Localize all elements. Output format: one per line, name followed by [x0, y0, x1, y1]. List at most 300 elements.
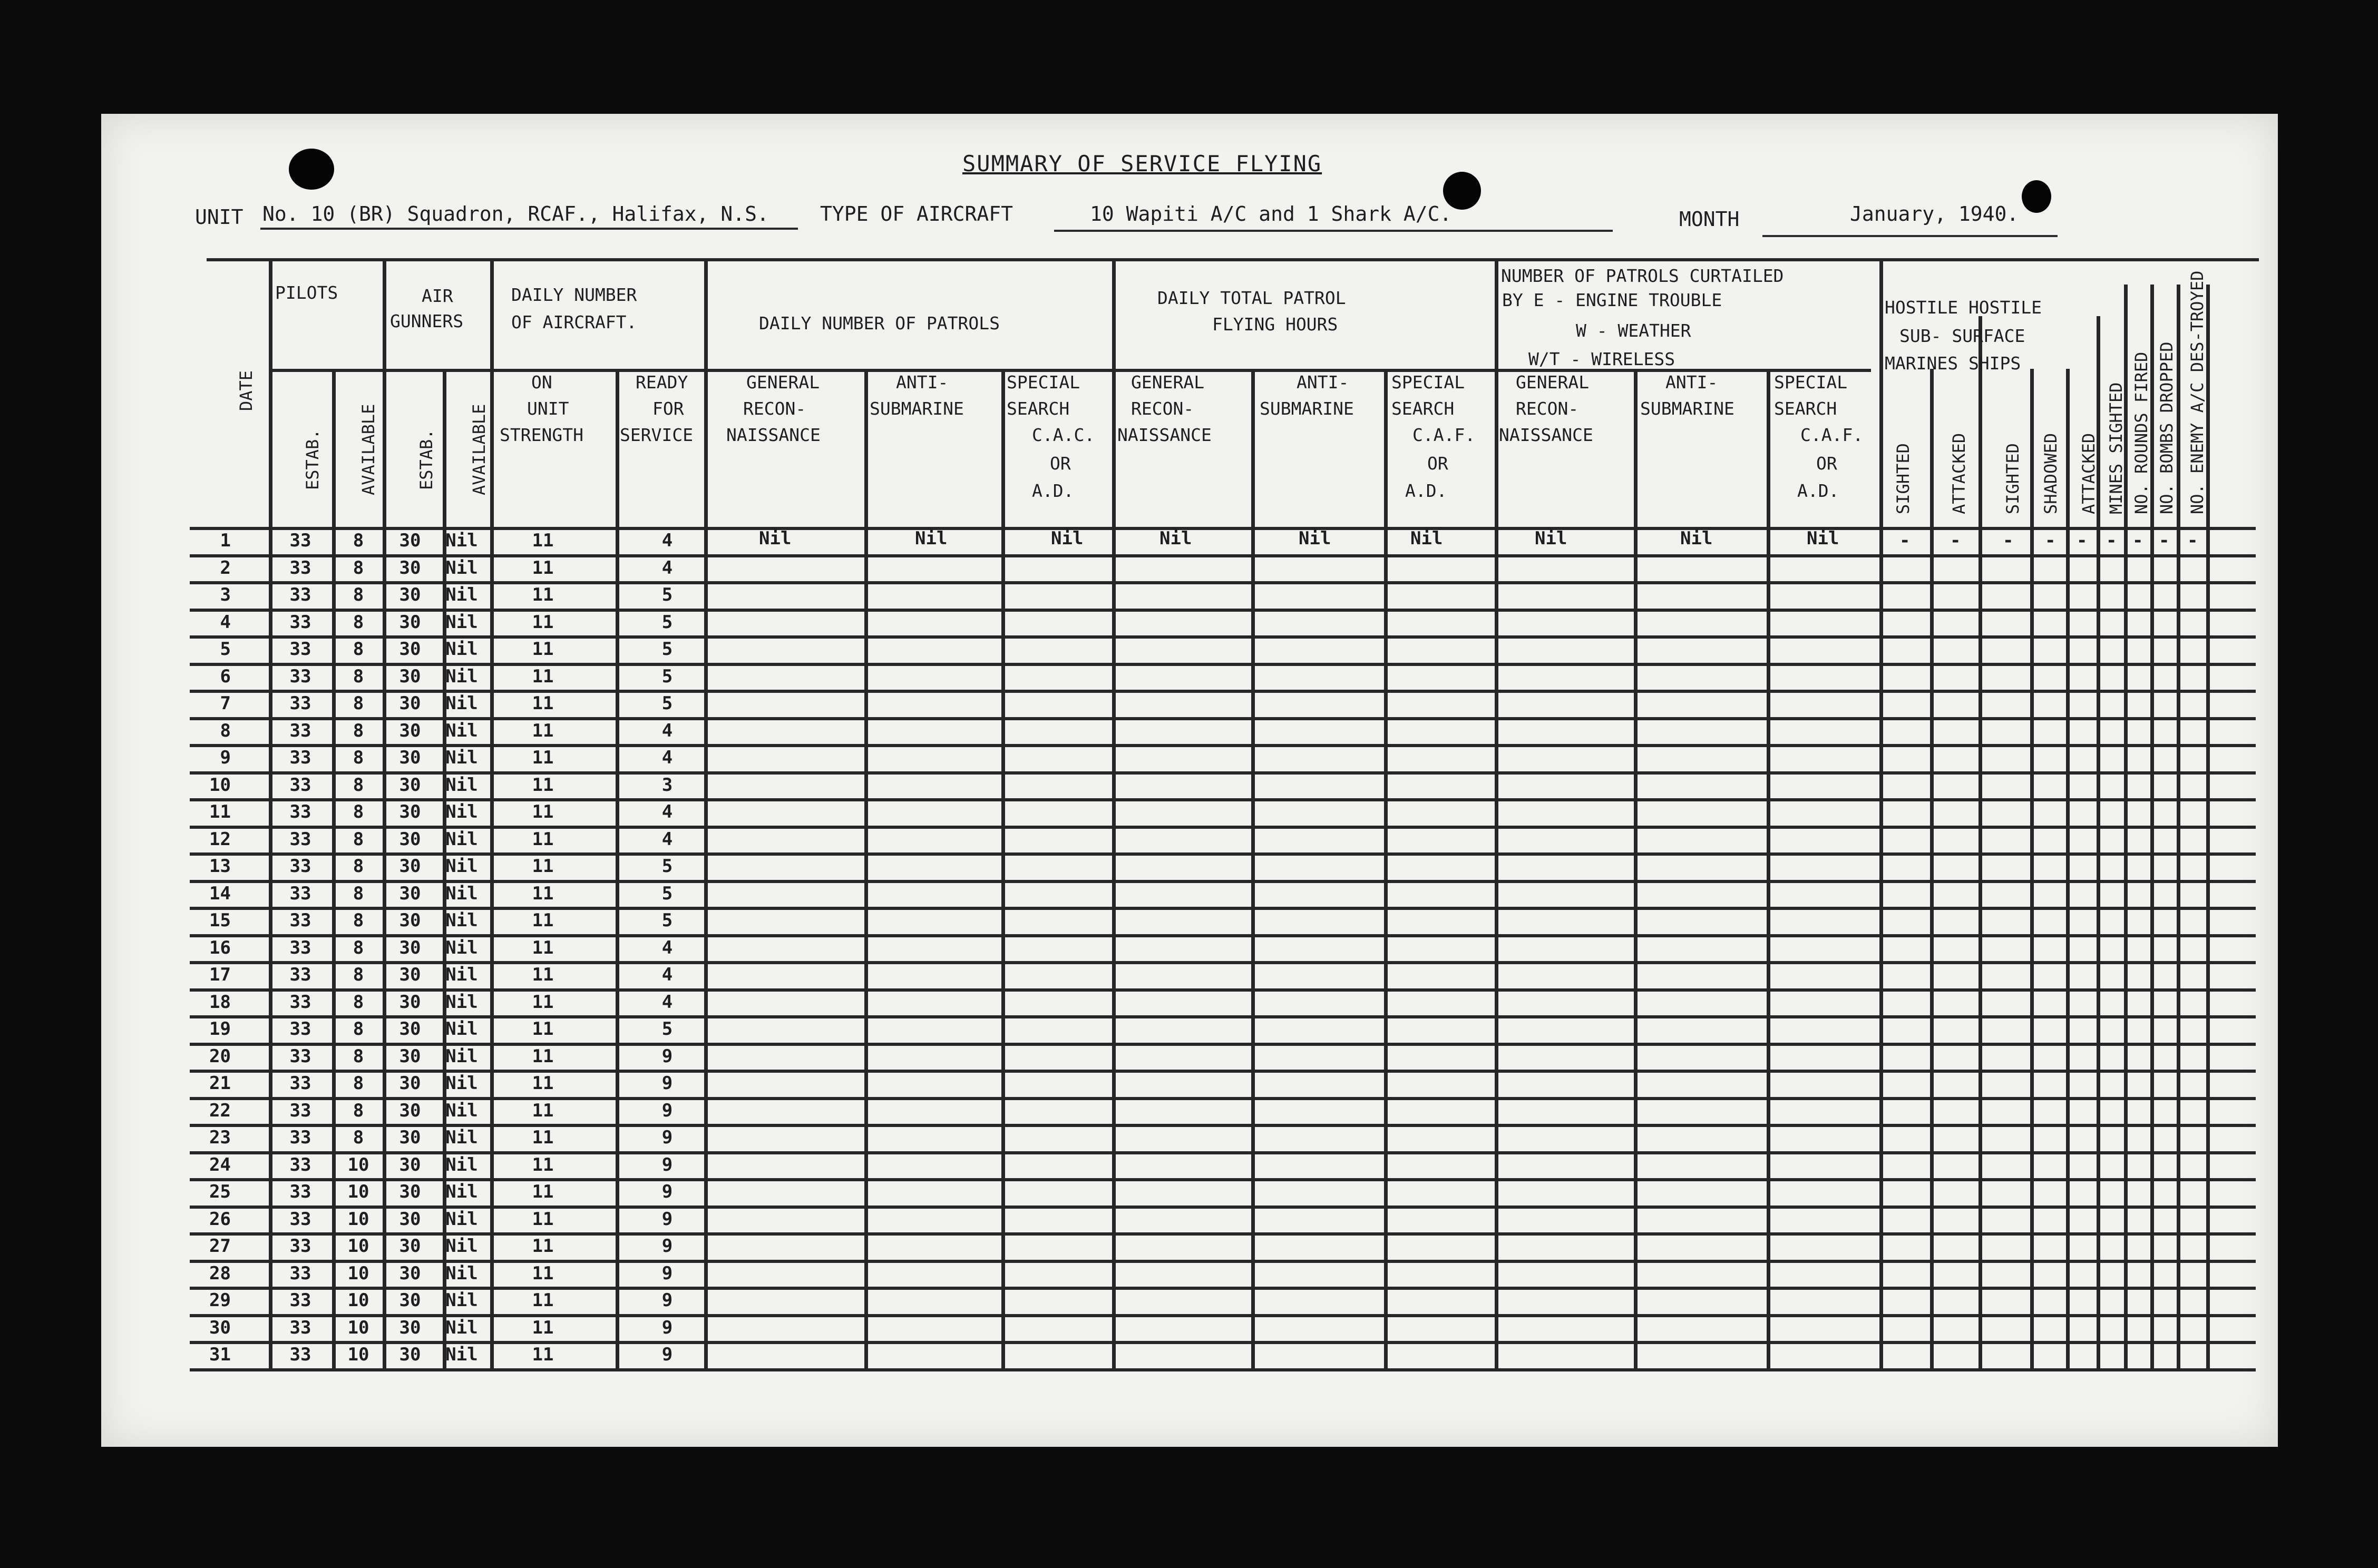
column-divider-line: [616, 369, 619, 1368]
pilots-available-cell: 8: [353, 1045, 364, 1067]
gunners-estab-cell: 30: [399, 720, 421, 741]
ready-for-service-cell: 5: [661, 639, 673, 660]
gunners-estab-cell: 30: [399, 1181, 421, 1202]
gunners-available-cell: Nil: [445, 1100, 478, 1121]
gunners-estab-cell: 30: [399, 1290, 421, 1311]
column-divider-line: [1001, 369, 1005, 1368]
on-strength-cell: 11: [532, 693, 554, 714]
gunners-estab-cell: 30: [399, 665, 421, 687]
column-divider-line: [1767, 369, 1770, 1368]
date-cell: 22: [209, 1100, 231, 1121]
row-divider-line: [190, 1341, 2256, 1344]
row1-curtailed-special: Nil: [1807, 528, 1839, 549]
patrols-general-header-1: GENERAL: [746, 372, 820, 393]
pilots-estab-cell: 33: [289, 774, 311, 796]
pilots-estab-cell: 33: [289, 910, 311, 931]
gunners-available-cell: Nil: [445, 856, 478, 877]
patrol-hours-header-line1: DAILY TOTAL PATROL: [1157, 288, 1346, 308]
gunners-estab-cell: 30: [399, 1073, 421, 1094]
pilots-estab-cell: 33: [289, 1127, 311, 1148]
date-cell: 11: [209, 801, 231, 822]
column-divider-line: [704, 258, 708, 1368]
daily-aircraft-header-line2: OF AIRCRAFT.: [511, 312, 637, 332]
row-divider-line: [190, 1070, 2256, 1073]
gunners-available-cell: Nil: [445, 1073, 478, 1094]
air-gunners-header-line2: GUNNERS: [390, 311, 464, 331]
gunners-available-cell: Nil: [445, 964, 478, 985]
on-strength-cell: 11: [532, 1100, 554, 1121]
gunners-estab-cell: 30: [399, 1317, 421, 1338]
date-cell: 18: [209, 991, 231, 1013]
submarines-sighted-header: SIGHTED: [1893, 443, 1913, 514]
gunners-available-cell: Nil: [445, 557, 478, 579]
column-divider-line: [1251, 369, 1255, 1368]
row1-hostile-dash: -: [2132, 530, 2143, 551]
gunners-estab-cell: 30: [399, 1045, 421, 1067]
curtailed-special-header-2: SEARCH: [1774, 398, 1837, 419]
hours-special-header-2: SEARCH: [1391, 398, 1455, 419]
pilots-available-cell: 8: [353, 584, 364, 605]
unit-underline: [260, 228, 798, 230]
date-cell: 9: [220, 747, 231, 768]
on-strength-cell: 11: [532, 1127, 554, 1148]
column-divider-line: [383, 258, 386, 1368]
gunners-estab-cell: 30: [399, 1236, 421, 1257]
gunners-estab-cell: 30: [399, 910, 421, 931]
row1-patrols-special: Nil: [1051, 528, 1084, 549]
date-cell: 6: [220, 665, 231, 687]
on-strength-cell: 11: [532, 1045, 554, 1067]
pilots-available-cell: 8: [353, 910, 364, 931]
on-strength-cell: 11: [532, 1236, 554, 1257]
pilots-available-cell: 8: [353, 639, 364, 660]
date-cell: 31: [209, 1344, 231, 1365]
gunners-estab-cell: 30: [399, 1127, 421, 1148]
date-cell: 5: [220, 639, 231, 660]
on-strength-cell: 11: [532, 557, 554, 579]
row-divider-line: [190, 581, 2256, 584]
gunners-estab-cell: 30: [399, 856, 421, 877]
pilots-available-cell: 8: [353, 747, 364, 768]
hours-special-header-ad: A.D.: [1405, 481, 1447, 501]
ready-for-service-cell: 9: [661, 1154, 673, 1175]
gunners-estab-cell: 30: [399, 693, 421, 714]
gunners-available-cell: Nil: [445, 774, 478, 796]
on-strength-cell: 11: [532, 1290, 554, 1311]
gunners-available-cell: Nil: [445, 1290, 478, 1311]
date-cell: 26: [209, 1208, 231, 1230]
column-divider-line: [269, 258, 272, 1368]
gunners-available-cell: Nil: [445, 1127, 478, 1148]
gunners-available-cell: Nil: [445, 693, 478, 714]
row1-hostile-dash: -: [2159, 530, 2170, 551]
ready-for-service-cell: 9: [661, 1208, 673, 1230]
date-cell: 10: [209, 774, 231, 796]
row1-curtailed-anti: Nil: [1680, 528, 1713, 549]
gunners-available-cell: Nil: [445, 584, 478, 605]
pilots-estab-cell: 33: [289, 801, 311, 822]
gunners-estab-cell: 30: [399, 639, 421, 660]
date-cell: 27: [209, 1236, 231, 1257]
ready-for-service-cell: 9: [661, 1100, 673, 1121]
on-strength-cell: 11: [532, 774, 554, 796]
ready-for-service-cell: 9: [661, 1317, 673, 1338]
ready-for-service-cell: 4: [661, 747, 673, 768]
ready-header-2: FOR: [652, 398, 684, 419]
gunners-estab-cell: 30: [399, 530, 421, 551]
row-divider-line: [190, 1015, 2256, 1018]
pilots-available-cell: 8: [353, 801, 364, 822]
hostile-header-line3: MARINES SHIPS: [1885, 353, 2021, 374]
pilots-estab-cell: 33: [289, 883, 311, 904]
pilots-estab-cell: 33: [289, 1154, 311, 1175]
gunners-available-cell: Nil: [445, 1344, 478, 1365]
on-strength-cell: 11: [532, 747, 554, 768]
row-divider-line: [190, 1368, 2256, 1371]
row-divider-line: [190, 1260, 2256, 1263]
gunners-estab-cell: 30: [399, 1262, 421, 1284]
gunners-available-cell: Nil: [445, 1236, 478, 1257]
hours-general-header-1: GENERAL: [1131, 372, 1205, 393]
submarines-attacked-header: ATTACKED: [1949, 433, 1969, 514]
on-strength-header-2: UNIT: [527, 398, 569, 419]
date-cell: 28: [209, 1262, 231, 1284]
pilots-available-cell: 8: [353, 828, 364, 850]
gunners-estab-cell: 30: [399, 747, 421, 768]
on-strength-cell: 11: [532, 856, 554, 877]
ready-for-service-cell: 5: [661, 883, 673, 904]
row-divider-line: [190, 907, 2256, 910]
column-divider-line: [1495, 258, 1498, 1368]
gunners-available-cell: Nil: [445, 801, 478, 822]
hours-special-header-caf: C.A.F.: [1412, 425, 1476, 445]
unit-value: No. 10 (BR) Squadron, RCAF., Halifax, N.S.: [262, 202, 769, 226]
pilots-estab-cell: 33: [289, 964, 311, 985]
date-cell: 2: [220, 557, 231, 579]
row-divider-line: [190, 880, 2256, 883]
row-divider-line: [190, 1151, 2256, 1154]
pilots-estab-cell: 33: [289, 720, 311, 741]
pilots-available-cell: 8: [353, 530, 364, 551]
ready-for-service-cell: 5: [661, 910, 673, 931]
pilots-available-cell: 10: [347, 1154, 369, 1175]
ready-for-service-cell: 9: [661, 1181, 673, 1202]
column-header-divider: [190, 527, 2256, 530]
pilots-estab-cell: 33: [289, 639, 311, 660]
row-divider-line: [190, 1097, 2256, 1100]
column-divider-line: [1879, 258, 1883, 1368]
pilots-group-header: PILOTS: [275, 282, 338, 303]
hours-general-header-2: RECON-: [1131, 398, 1194, 419]
pilots-available-cell: 8: [353, 693, 364, 714]
row-divider-line: [190, 961, 2256, 964]
on-strength-cell: 11: [532, 639, 554, 660]
curtailed-header-line1: NUMBER OF PATROLS CURTAILED: [1501, 266, 1784, 286]
month-underline: [1762, 235, 2058, 237]
date-cell: 23: [209, 1127, 231, 1148]
hours-special-header-or: OR: [1427, 453, 1448, 474]
pilots-estab-cell: 33: [289, 1262, 311, 1284]
ready-for-service-cell: 9: [661, 1073, 673, 1094]
column-divider-line: [1930, 369, 1934, 1368]
pilots-available-header: AVAILABLE: [358, 404, 378, 495]
gunners-estab-cell: 30: [399, 801, 421, 822]
pilots-available-cell: 8: [353, 1018, 364, 1040]
pilots-available-cell: 8: [353, 1073, 364, 1094]
gunners-available-cell: Nil: [445, 611, 478, 633]
row1-patrols-general: Nil: [759, 528, 792, 549]
row1-patrols-anti: Nil: [915, 528, 948, 549]
ready-for-service-cell: 3: [661, 774, 673, 796]
on-strength-cell: 11: [532, 937, 554, 958]
column-divider-line: [332, 369, 336, 1368]
date-cell: 1: [220, 530, 231, 551]
pilots-available-cell: 8: [353, 774, 364, 796]
ready-for-service-cell: 9: [661, 1236, 673, 1257]
date-cell: 21: [209, 1073, 231, 1094]
gunners-available-cell: Nil: [445, 1262, 478, 1284]
pilots-estab-cell: 33: [289, 1018, 311, 1040]
row-divider-line: [190, 1287, 2256, 1290]
pilots-estab-cell: 33: [289, 611, 311, 633]
row-divider-line: [190, 717, 2256, 720]
unit-label: UNIT: [195, 205, 243, 229]
row-divider-line: [190, 798, 2256, 801]
pilots-available-cell: 8: [353, 1100, 364, 1121]
date-cell: 19: [209, 1018, 231, 1040]
date-cell: 29: [209, 1290, 231, 1311]
pilots-available-cell: 10: [347, 1290, 369, 1311]
column-divider-line: [490, 258, 494, 1368]
patrols-special-header-ad: A.D.: [1032, 481, 1074, 501]
aircraft-type-label: TYPE OF AIRCRAFT: [820, 202, 1013, 226]
gunners-estab-cell: 30: [399, 1208, 421, 1230]
hours-anti-header-2: SUBMARINE: [1260, 398, 1354, 419]
pilots-available-cell: 8: [353, 964, 364, 985]
pilots-available-cell: 8: [353, 665, 364, 687]
curtailed-general-header-3: NAISSANCE: [1499, 425, 1593, 445]
hostile-header-line2: SUB- SURFACE: [1899, 326, 2025, 346]
on-strength-cell: 11: [532, 1073, 554, 1094]
ready-for-service-cell: 9: [661, 1127, 673, 1148]
on-strength-cell: 11: [532, 1344, 554, 1365]
row-divider-line: [190, 744, 2256, 747]
date-column-header: DATE: [236, 370, 256, 411]
row1-hours-special: Nil: [1410, 528, 1443, 549]
pilots-available-cell: 10: [347, 1208, 369, 1230]
gunners-available-cell: Nil: [445, 1154, 478, 1175]
curtailed-header-line2: BY E - ENGINE TROUBLE: [1502, 290, 1722, 310]
curtailed-header-line4: W/T - WIRELESS: [1528, 349, 1675, 369]
row1-hostile-dash: -: [1899, 530, 1911, 551]
on-strength-header-3: STRENGTH: [500, 425, 583, 445]
pilots-estab-cell: 33: [289, 1100, 311, 1121]
pilots-available-cell: 8: [353, 611, 364, 633]
date-cell: 24: [209, 1154, 231, 1175]
row-divider-line: [190, 988, 2256, 992]
gunners-estab-cell: 30: [399, 883, 421, 904]
mines-sighted-header: MINES SIGHTED: [2106, 382, 2126, 514]
patrols-general-header-3: NAISSANCE: [726, 425, 821, 445]
air-gunners-header-line1: AIR: [422, 286, 453, 306]
pilots-estab-cell: 33: [289, 1181, 311, 1202]
rounds-fired-header: NO. ROUNDS FIRED: [2131, 351, 2151, 514]
enemy-destroyed-header: NO. ENEMY A/C DES-TROYED: [2187, 270, 2207, 514]
pilots-available-cell: 10: [347, 1181, 369, 1202]
pilots-estab-cell: 33: [289, 991, 311, 1013]
pilots-estab-cell: 33: [289, 530, 311, 551]
gunners-available-cell: Nil: [445, 910, 478, 931]
gunners-available-cell: Nil: [445, 665, 478, 687]
hours-special-header-1: SPECIAL: [1391, 372, 1465, 393]
gunners-estab-cell: 30: [399, 774, 421, 796]
on-strength-cell: 11: [532, 1208, 554, 1230]
patrols-anti-header-1: ANTI-: [896, 372, 949, 393]
row-divider-line: [190, 635, 2256, 639]
pilots-estab-cell: 33: [289, 1073, 311, 1094]
page-title: SUMMARY OF SERVICE FLYING: [962, 151, 1322, 177]
on-strength-cell: 11: [532, 665, 554, 687]
gunners-available-cell: Nil: [445, 828, 478, 850]
patrols-special-header-cac: C.A.C.: [1032, 425, 1095, 445]
date-cell: 7: [220, 693, 231, 714]
gunners-available-header: AVAILABLE: [469, 404, 489, 495]
pilots-available-cell: 8: [353, 937, 364, 958]
pilots-estab-header: ESTAB.: [303, 429, 323, 490]
ready-header-3: SERVICE: [620, 425, 694, 445]
gunners-available-cell: Nil: [445, 720, 478, 741]
row-divider-line: [190, 1124, 2256, 1127]
ready-for-service-cell: 4: [661, 801, 673, 822]
row-divider-line: [190, 852, 2256, 856]
row1-hostile-dash: -: [2077, 530, 2088, 551]
gunners-estab-cell: 30: [399, 937, 421, 958]
ready-for-service-cell: 4: [661, 530, 673, 551]
patrols-special-header-or: OR: [1050, 453, 1071, 474]
on-strength-cell: 11: [532, 910, 554, 931]
pilots-available-cell: 8: [353, 883, 364, 904]
gunners-estab-cell: 30: [399, 557, 421, 579]
date-cell: 15: [209, 910, 231, 931]
hostile-header-line1: HOSTILE HOSTILE: [1885, 297, 2042, 318]
ships-attacked-header: ATTACKED: [2079, 433, 2099, 514]
gunners-available-cell: Nil: [445, 1018, 478, 1040]
gunners-available-cell: Nil: [445, 747, 478, 768]
curtailed-general-header-1: GENERAL: [1516, 372, 1590, 393]
patrols-general-header-2: RECON-: [743, 398, 806, 419]
column-divider-line: [1112, 258, 1116, 1368]
date-cell: 3: [220, 584, 231, 605]
curtailed-special-header-caf: C.A.F.: [1800, 425, 1864, 445]
ready-header-1: READY: [636, 372, 688, 393]
gunners-available-cell: Nil: [445, 937, 478, 958]
patrol-hours-header-line2: FLYING HOURS: [1212, 314, 1338, 335]
pilots-estab-cell: 33: [289, 747, 311, 768]
ready-for-service-cell: 5: [661, 1018, 673, 1040]
pilots-estab-cell: 33: [289, 557, 311, 579]
ready-for-service-cell: 4: [661, 720, 673, 741]
row1-hostile-dash: -: [1950, 530, 1961, 551]
pilots-estab-cell: 33: [289, 584, 311, 605]
pilots-estab-cell: 33: [289, 1290, 311, 1311]
on-strength-cell: 11: [532, 1262, 554, 1284]
pilots-estab-cell: 33: [289, 665, 311, 687]
row1-hostile-dash: -: [2106, 530, 2117, 551]
date-cell: 8: [220, 720, 231, 741]
on-strength-cell: 11: [532, 584, 554, 605]
on-strength-header-1: ON: [531, 372, 552, 393]
ships-shadowed-header: SHADOWED: [2041, 433, 2061, 514]
curtailed-anti-header-1: ANTI-: [1665, 372, 1718, 393]
patrols-special-header-1: SPECIAL: [1007, 372, 1080, 393]
column-divider-line: [1979, 316, 1982, 1368]
on-strength-cell: 11: [532, 1181, 554, 1202]
on-strength-cell: 11: [532, 1154, 554, 1175]
pilots-estab-cell: 33: [289, 828, 311, 850]
patrols-anti-header-2: SUBMARINE: [870, 398, 964, 419]
on-strength-cell: 11: [532, 530, 554, 551]
row1-curtailed-general: Nil: [1535, 528, 1567, 549]
on-strength-cell: 11: [532, 801, 554, 822]
pilots-estab-cell: 33: [289, 1045, 311, 1067]
gunners-estab-cell: 30: [399, 964, 421, 985]
row1-hours-anti: Nil: [1299, 528, 1331, 549]
row1-hostile-dash: -: [2045, 530, 2056, 551]
row-divider-line: [190, 934, 2256, 937]
gunners-estab-cell: 30: [399, 611, 421, 633]
curtailed-special-header-or: OR: [1816, 453, 1837, 474]
daily-patrols-group-header: DAILY NUMBER OF PATROLS: [759, 313, 1000, 334]
ready-for-service-cell: 5: [661, 665, 673, 687]
pilots-available-cell: 8: [353, 1127, 364, 1148]
gunners-estab-cell: 30: [399, 1154, 421, 1175]
column-divider-line: [2030, 369, 2034, 1368]
pilots-estab-cell: 33: [289, 856, 311, 877]
gunners-estab-cell: 30: [399, 584, 421, 605]
gunners-estab-cell: 30: [399, 1344, 421, 1365]
row-divider-line: [190, 771, 2256, 775]
on-strength-cell: 11: [532, 611, 554, 633]
on-strength-cell: 11: [532, 720, 554, 741]
gunners-estab-cell: 30: [399, 991, 421, 1013]
gunners-available-cell: Nil: [445, 1208, 478, 1230]
date-cell: 16: [209, 937, 231, 958]
ready-for-service-cell: 9: [661, 1290, 673, 1311]
on-strength-cell: 11: [532, 883, 554, 904]
gunners-estab-cell: 30: [399, 1100, 421, 1121]
ready-for-service-cell: 4: [661, 557, 673, 579]
date-cell: 12: [209, 828, 231, 850]
row1-hostile-dash: -: [2003, 530, 2014, 551]
aircraft-type-value: 10 Wapiti A/C and 1 Shark A/C.: [1090, 202, 1452, 226]
row-divider-line: [190, 690, 2256, 693]
gunners-available-cell: Nil: [445, 530, 478, 551]
pilots-available-cell: 10: [347, 1236, 369, 1257]
punch-hole-left: [289, 149, 334, 190]
date-cell: 20: [209, 1045, 231, 1067]
hours-anti-header-1: ANTI-: [1297, 372, 1349, 393]
ready-for-service-cell: 4: [661, 828, 673, 850]
gunners-estab-cell: 30: [399, 828, 421, 850]
pilots-available-cell: 8: [353, 720, 364, 741]
column-divider-line: [2177, 285, 2180, 1368]
pilots-estab-cell: 33: [289, 1317, 311, 1338]
on-strength-cell: 11: [532, 828, 554, 850]
date-cell: 17: [209, 964, 231, 985]
date-cell: 25: [209, 1181, 231, 1202]
pilots-estab-cell: 33: [289, 937, 311, 958]
aircraft-type-underline: [1054, 230, 1613, 232]
